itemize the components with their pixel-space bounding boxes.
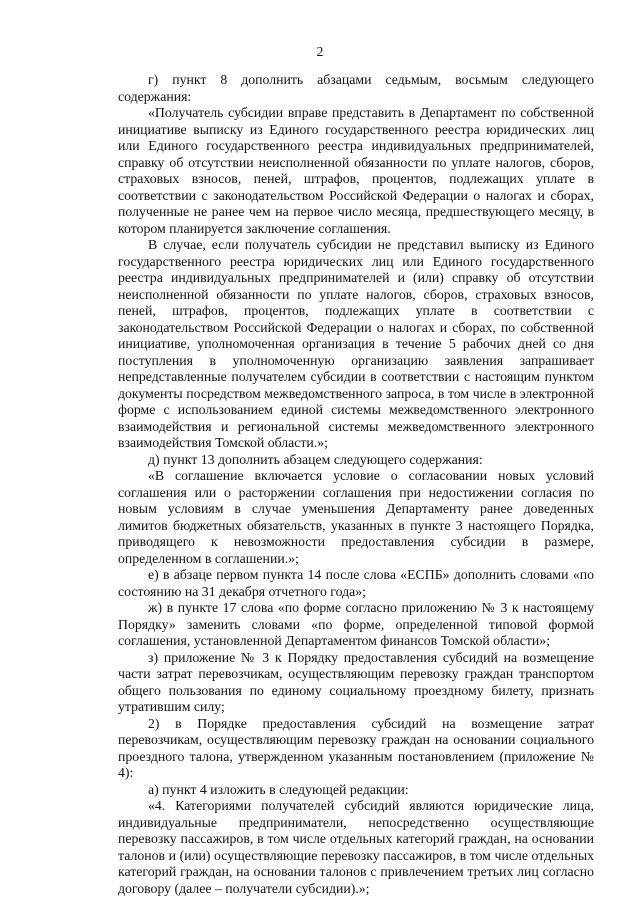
paragraph-d: д) пункт 13 дополнить абзацем следующего содержания: — [148, 451, 483, 467]
paragraph-zh: ж) в пункте 17 слова «по форме согласно приложению № 3 к настоящему Порядку» заменить словами «по форме, определенной типовой формой соглашения, установленной Департаментом финансов Томской области»; — [118, 600, 594, 648]
paragraph-case-not-submitted: В случае, если получатель субсидии не представил выписку из Единого государственного реестра юридических лиц или Единого государственного реестра индивидуальных предпринимателей и (или) справку об отсутствии неисполненной обязанности по уплате налогов, сборов, страховых взносов, пеней, штрафов, процентов, подлежащих уплате в соответствии с законодательством Российской Федерации о налогах и сборах, по собственной инициативе, уполномоченная организация в течение 5 рабочих дней со дня поступления в уполномоченную организацию заявления запрашивает непредставленные получателем субсидии в соответствии с настоящим пунктом документы посредством межведомственного запроса, в том числе в электронной форме с использованием единой системы межведомственного электронного взаимодействия и региональной системы межведомственного электронного взаимодействия Томской области.»; — [118, 237, 594, 450]
paragraph-2: 2) в Порядке предоставления субсидий на возмещение затрат перевозчикам, осуществляющим перевозку граждан на основании социального проездного талона, утвержденном указанным постановлением (приложение № 4): — [118, 715, 594, 780]
paragraph-z: з) приложение № 3 к Порядку предоставления субсидий на возмещение части затрат перевозчикам, осуществляющим перевозку граждан транспортом общего пользования по единому социальному проездному билету, признать утратившим силу; — [118, 649, 594, 714]
paragraph-quote-recipient: «Получатель субсидии вправе представить в Департамент по собственной инициативе выписку из Единого государственного реестра юридических лиц или Единого государственного реестра индивидуальных предпринимателей, справку об отсутствии неисполненной обязанности по уплате налогов, сборов, страховых взносов, пеней, штрафов, процентов, подлежащих уплате в соответствии с законодательством Российской Федерации о налогах и сборах, полученные не ранее чем на первое число месяца, предшествующего месяцу, в котором планируется заключение соглашения. — [118, 105, 594, 236]
document-body — [118, 72, 594, 897]
paragraph-g: г) пункт 8 дополнить абзацами седьмым, восьмым следующего содержания: — [118, 72, 594, 104]
paragraph-a: а) пункт 4 изложить в следующей редакции: — [148, 781, 409, 797]
paragraph-quote-agreement: «В соглашение включается условие о согласовании новых условий соглашения или о расторжении соглашения при недостижении согласия по новым условиям в случае уменьшения Департаменту ранее доведенных лимитов бюджетных обязательств, указанных в пункте 3 настоящего Порядка, приводящего к невозможности предоставления субсидии в размере, определенном в соглашении.»; — [118, 468, 594, 566]
page-number: 2 — [316, 44, 324, 59]
paragraph-quote-categories: «4. Категориями получателей субсидий являются юридические лица, индивидуальные предприниматели, непосредственно осуществляющие перевозку пассажиров, в том числе отдельных категорий граждан, на основании талонов и (или) осуществляющие перевозку пассажиров, в том числе отдельных категорий граждан, на основании талонов с привлечением третьих лиц согласно договору (далее – получатели субсидии).»; — [118, 798, 594, 896]
paragraph-e: е) в абзаце первом пункта 14 после слова «ЕСПБ» дополнить словами «по состоянию на 31 декабря отчетного года»; — [118, 567, 594, 599]
